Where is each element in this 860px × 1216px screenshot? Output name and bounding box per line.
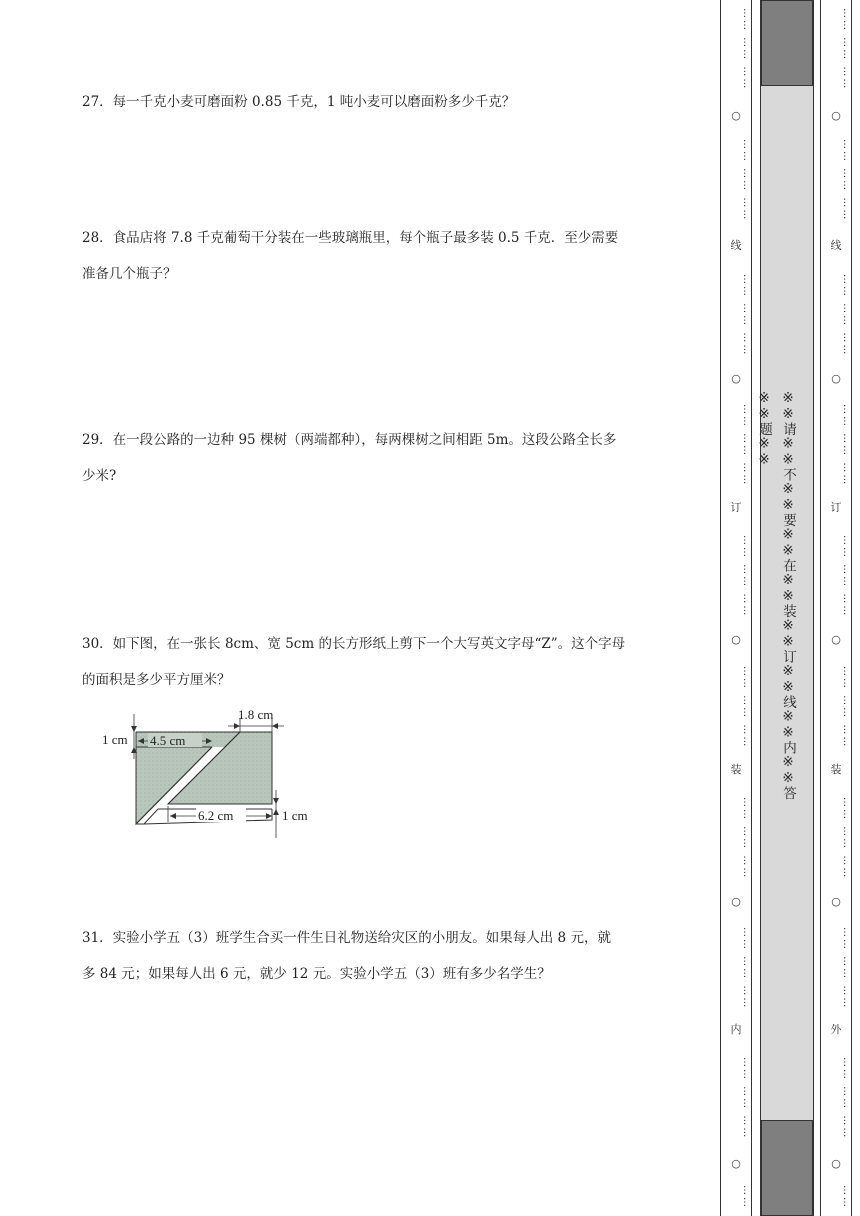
outer-binding-rail: …… …… …… ○ …… …… …… 线 …… …… …… ○ …… …… …… 订 …… …… …… ○ …… …… …… 装 …… …… …… ○ …… …… …… 外 …… …… …… ○ …… [820,0,852,1216]
question-28-line-2: 准备几个瓶子？ [82,266,177,282]
binding-warning-text: ※※请※※不※※要※※在※※装※※订※※线※※内※※答※※题※※ [756,390,796,800]
question-31-line-2: 多 84 元；如果每人出 6 元，就少 12 元。实验小学五（3）班有多少名学生？ [82,966,551,982]
label-bottom-6-2cm: 6.2 cm [198,808,234,823]
circle-mark: ○ [831,633,841,646]
question-27-line-1: 27．每一千克小麦可磨面粉 0.85 千克，1 吨小麦可以磨面粉多少千克？ [82,94,516,110]
label-top-1-8cm: 1.8 cm [238,707,274,722]
circle-mark: ○ [831,895,841,908]
band-bottom-block [761,1120,813,1216]
question-31 [82,920,697,992]
question-27 [82,84,697,120]
question-28-line-1: 28．食品店将 7.8 千克葡萄干分装在一些玻璃瓶里，每个瓶子最多装 0.5 千克．至少需要 [82,230,619,246]
label-inner-4-5cm: 4.5 cm [150,733,186,748]
circle-mark: ○ [731,895,741,908]
question-31-line-1: 31．实验小学五（3）班学生合买一件生日礼物送给灾区的小朋友。如果每人出 8 元，就 [82,930,611,946]
question-30-line-1: 30．如下图，在一张长 8cm、宽 5cm 的长方形纸上剪下一个大写英文字母“Z”。这个字母 [82,636,626,652]
outer-label-ding: 订 [830,501,842,514]
inner-label-nei: 内 [730,1023,742,1036]
outer-label-zhuang: 装 [830,763,842,776]
circle-mark: ○ [731,1157,741,1170]
circle-mark: ○ [831,372,841,385]
binding-warning-band [756,0,814,1216]
inner-label-zhuang: 装 [730,763,742,776]
circle-mark: ○ [731,109,741,122]
label-bottom-right-1cm: 1 cm [282,808,308,823]
band-top-block [761,0,813,86]
question-29 [82,422,697,494]
inner-label-ding: 订 [730,501,742,514]
question-29-line-1: 29．在一段公路的一边种 95 棵树（两端都种），每两棵树之间相距 5m。这段公路全长多 [82,432,617,448]
circle-mark: ○ [831,109,841,122]
circle-mark: ○ [731,633,741,646]
label-left-1cm: 1 cm [102,732,128,747]
inner-label-xian: 线 [730,239,742,252]
z-shape-figure [100,704,320,844]
inner-binding-rail: …… …… …… ○ …… …… …… 线 …… …… …… ○ …… …… …… 订 …… …… …… ○ …… …… …… 装 …… …… …… ○ …… …… …… 内 …… …… …… ○ …… [720,0,752,1216]
circle-mark: ○ [731,372,741,385]
question-30-line-2: 的面积是多少平方厘米？ [82,672,231,688]
question-30 [82,626,697,698]
outer-label-xian: 线 [830,239,842,252]
outer-label-wai: 外 [830,1023,842,1036]
question-28 [82,220,697,292]
circle-mark: ○ [831,1157,841,1170]
question-29-line-2: 少米? [82,468,117,484]
